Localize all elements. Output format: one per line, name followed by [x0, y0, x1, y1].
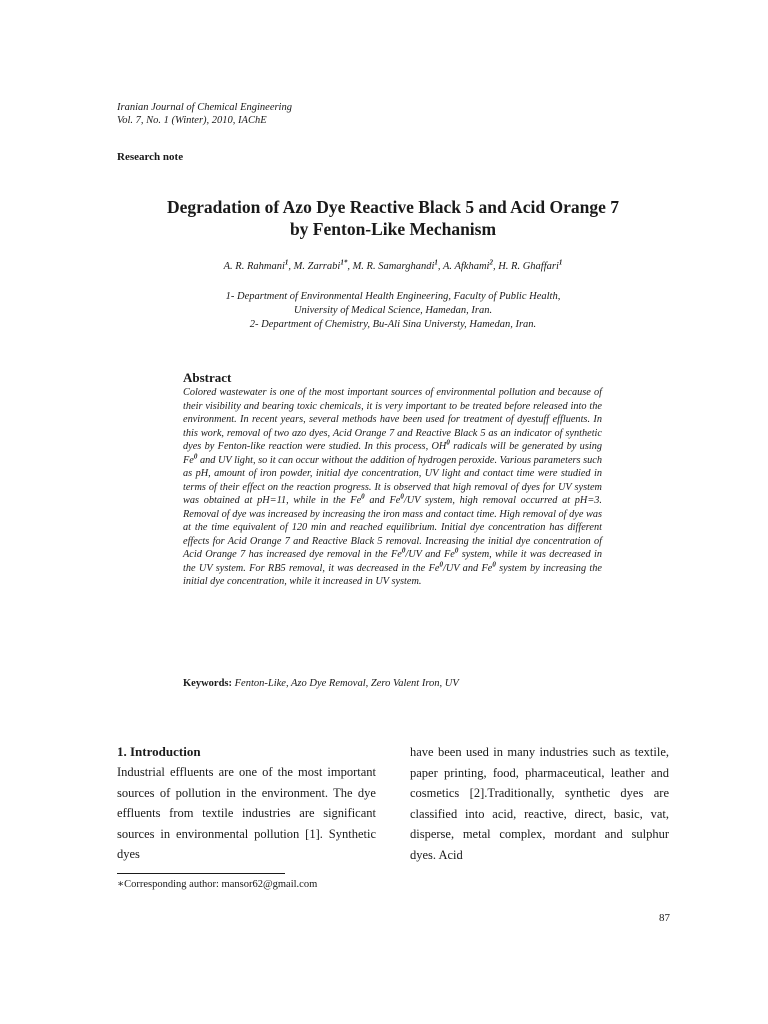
- fe-symbol: Fe: [428, 562, 440, 574]
- superscript: 0: [400, 492, 404, 501]
- author-name: H. R. Ghaffari: [498, 261, 559, 272]
- abstract-text: and UV light, so it can occur without the addition of hydrogen peroxide. Various parameters such as pH, amount of iron powder, initial dye concentration, UV light and contact time were studied in terms of their effect on the reaction progress. It is observed that high removal of dyes for UV system was obtained at pH=11, while in the: [183, 454, 602, 506]
- abstract-text: radicals will be generated by using: [449, 441, 602, 452]
- footnote-divider: [117, 873, 285, 874]
- author-mark: 1*: [340, 258, 348, 267]
- fe-symbol: Fe: [389, 495, 401, 506]
- article-type: Research note: [117, 151, 184, 163]
- right-column: [410, 742, 669, 865]
- keywords: [183, 678, 459, 689]
- abstract-text: and: [364, 495, 390, 506]
- superscript: 0: [401, 546, 406, 555]
- page-number: 87: [659, 912, 670, 924]
- keywords-label: Keywords:: [183, 678, 232, 689]
- fe-symbol: Fe: [183, 454, 194, 466]
- left-column: [117, 742, 376, 865]
- affiliation-line: 2- Department of Chemistry, Bu-Ali Sina Universty, Hamedan, Iran.: [249, 319, 537, 330]
- superscript: 0: [193, 452, 198, 461]
- journal-header: [117, 101, 517, 127]
- abstract-heading: Abstract: [183, 370, 232, 385]
- abstract-text: /UV system, high removal occurred at pH=3. Removal of dye was increased by increasing the iron mass and contact time. High removal of dye was at the time equivalent of 120 min and reached equilibrium. Initial dye concentration has different effects for Acid Orange 7 and Reactive Black 5 removal. Increasing the initial dye concentration of Acid Orange 7 has increased dye removal in the: [183, 495, 603, 560]
- superscript: 0: [454, 546, 459, 555]
- abstract-text: /UV and: [405, 549, 444, 560]
- author-mark: 1: [284, 258, 289, 267]
- abstract-text: system by increasing the initial dye concentration, while it increased in UV system.: [183, 562, 603, 587]
- abstract-body: [183, 386, 602, 589]
- author-name: M. R. Samarghandi: [352, 261, 435, 272]
- author-mark: 1: [434, 258, 438, 267]
- abstract-text: Colored wastewater is one of the most important sources of environmental pollution and because of their visibility and bearing toxic chemicals, it is very important to be treated before released into the environment. In recent years, several methods have been used for treatment of dyestuff effluents. In this work, removal of two azo dyes, Acid Orange 7 and Reactive Black 5 as an indicator of synthetic dyes by Fenton-like reaction were studied. In this process, OH: [183, 387, 602, 452]
- superscript: 0: [361, 492, 365, 501]
- abstract-paragraph: [183, 386, 602, 589]
- fe-symbol: Fe: [443, 549, 455, 560]
- author-name: A. Afkhami: [442, 261, 490, 272]
- intro-text-left: Industrial effluents are one of the most important sources of pollution in the environment. The dye effluents from textile industries are significant sources in environmental pollution [1]. Synthetic dyes: [117, 765, 376, 861]
- abstract-text: system, while it was decreased in the UV system. For RB5 removal, it was decreased in the: [183, 549, 602, 574]
- intro-text-right: have been used in many industries such as textile, paper printing, food, pharmaceutical, leather and cosmetics [2].Traditionally, synthetic dyes are classified into acid, reactive, direct, basic, vat, disperse, metal complex, mordant and sulphur dyes. Acid: [410, 745, 669, 862]
- author-name: A. R. Rahmani: [223, 261, 285, 272]
- title-line-2: by Fenton-Like Mechanism: [289, 219, 497, 239]
- article-title: [100, 196, 686, 240]
- fe-symbol: Fe: [481, 562, 493, 574]
- journal-issue: Vol. 7, No. 1 (Winter), 2010, IAChE: [117, 115, 267, 126]
- footnote: ∗Corresponding author: mansor62@gmail.com: [117, 879, 318, 890]
- author-name: M. Zarrabi: [293, 261, 341, 272]
- affiliations: [100, 290, 686, 332]
- author-list: A. R. Rahmani$^1$, M. Zarrabi$^{1*}$, M. R. Samarghandi$^1$, A. Afkhami$^2$, H. R. Ghaffari$^1$: [223, 258, 563, 272]
- fe-symbol: Fe: [390, 549, 402, 560]
- section-heading: 1. Introduction: [117, 744, 201, 759]
- superscript: 0: [446, 438, 450, 447]
- title-line-1: Degradation of Azo Dye Reactive Black 5 and Acid Orange 7: [166, 197, 620, 217]
- journal-name: Iranian Journal of Chemical Engineering: [117, 102, 292, 113]
- author-mark: 1: [558, 258, 563, 267]
- author-mark: 2: [489, 258, 493, 267]
- keywords-text: Fenton-Like, Azo Dye Removal, Zero Valent Iron, UV: [234, 678, 459, 689]
- abstract-text: /UV and: [442, 562, 482, 574]
- fe-symbol: Fe: [350, 495, 362, 506]
- affiliation-line: 1- Department of Environmental Health Engineering, Faculty of Public Health,: [225, 291, 561, 302]
- superscript: 0: [492, 560, 496, 569]
- superscript: 0: [439, 560, 443, 569]
- affiliation-line: University of Medical Science, Hamedan, Iran.: [293, 305, 493, 316]
